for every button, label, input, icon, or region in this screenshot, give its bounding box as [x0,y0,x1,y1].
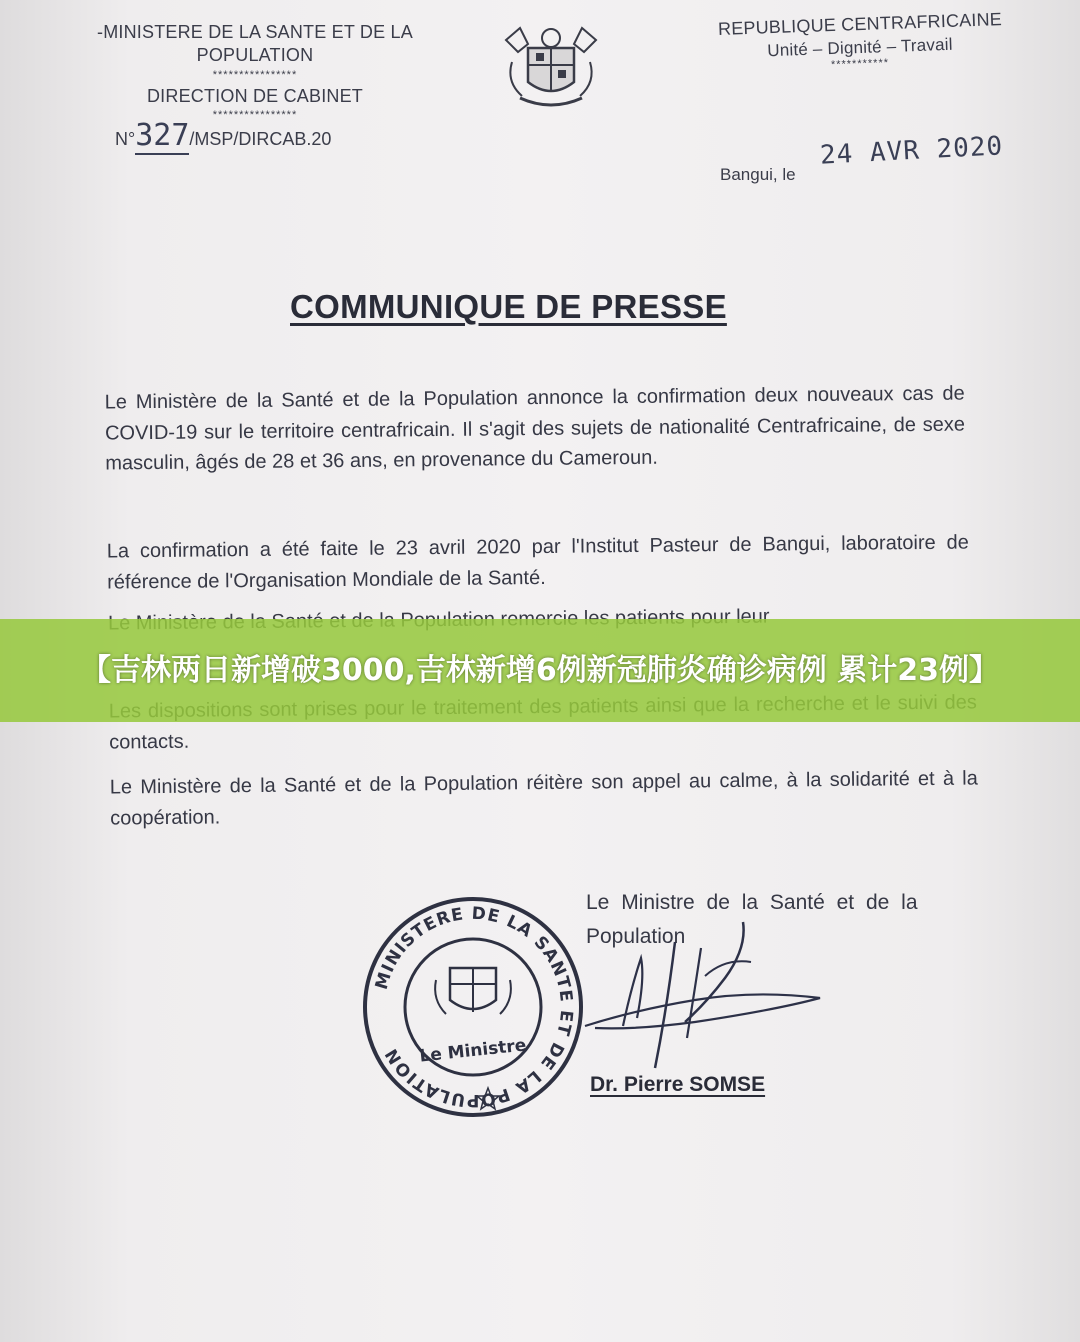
official-seal [362,896,584,1118]
reference-number [115,118,331,153]
republic-header: REPUBLIQUE CENTRAFRICAINE [717,9,1003,39]
header-stars: *********** [830,56,890,72]
ref-prefix: N° [115,129,136,149]
page-title: COMMUNIQUE DE PRESSE [290,288,727,325]
header-stars: **************** [212,109,298,121]
ministry-header-line1: -MINISTERE DE LA SANTE ET DE LA [97,22,413,42]
signatory-title-line1: Le Ministre de la Santé et de la [586,891,918,914]
header-stars: **************** [212,69,298,81]
paragraph-5: Le Ministère de la Santé et de la Population réitère son appel au calme, à la solidarité et à la coopération. [109,767,978,830]
caption-banner-text: 【吉林两日新增破3000,吉林新增6例新冠肺炎确诊病例 累计23例】 [81,652,999,688]
handwritten-signature [575,918,835,1088]
date-stamp: 24 AVR 2020 [819,131,1004,171]
paragraph-1: Le Ministère de la Santé et de la Population annonce la confirmation deux nouveaux cas de COVID-19 sur le territoire centrafricain. Il s'agit des sujets de nationalité Centrafricaine, de sexe masculin, âgés de 28 et 36 ans, en provenance du Cameroun. [104,382,966,475]
seal-center-text: Le Ministre [418,1035,528,1067]
date-place: Bangui, le [720,165,796,184]
coat-of-arms-emblem [498,22,604,108]
signatory-title-line2: Population [586,925,686,948]
paragraph-4: contacts. [109,730,190,754]
seal-ring-text: MINISTERE DE LA SANTE ET DE LA POPULATION [371,903,577,1111]
caption-banner [0,619,1080,722]
republic-motto: Unité – Dignité – Travail [766,34,953,61]
ministry-header-line2: POPULATION [196,45,314,65]
ref-suffix: /MSP/DIRCAB.20 [189,129,332,149]
ref-handwritten-number: 327 [135,118,190,153]
signatory-name: Dr. Pierre SOMSE [590,1073,766,1096]
paragraph-2: La confirmation a été faite le 23 avril 2020 par l'Institut Pasteur de Bangui, laboratoire de référence de l'Organisation Mondiale de la Santé. [106,531,969,594]
cabinet-header: DIRECTION DE CABINET [146,86,364,106]
